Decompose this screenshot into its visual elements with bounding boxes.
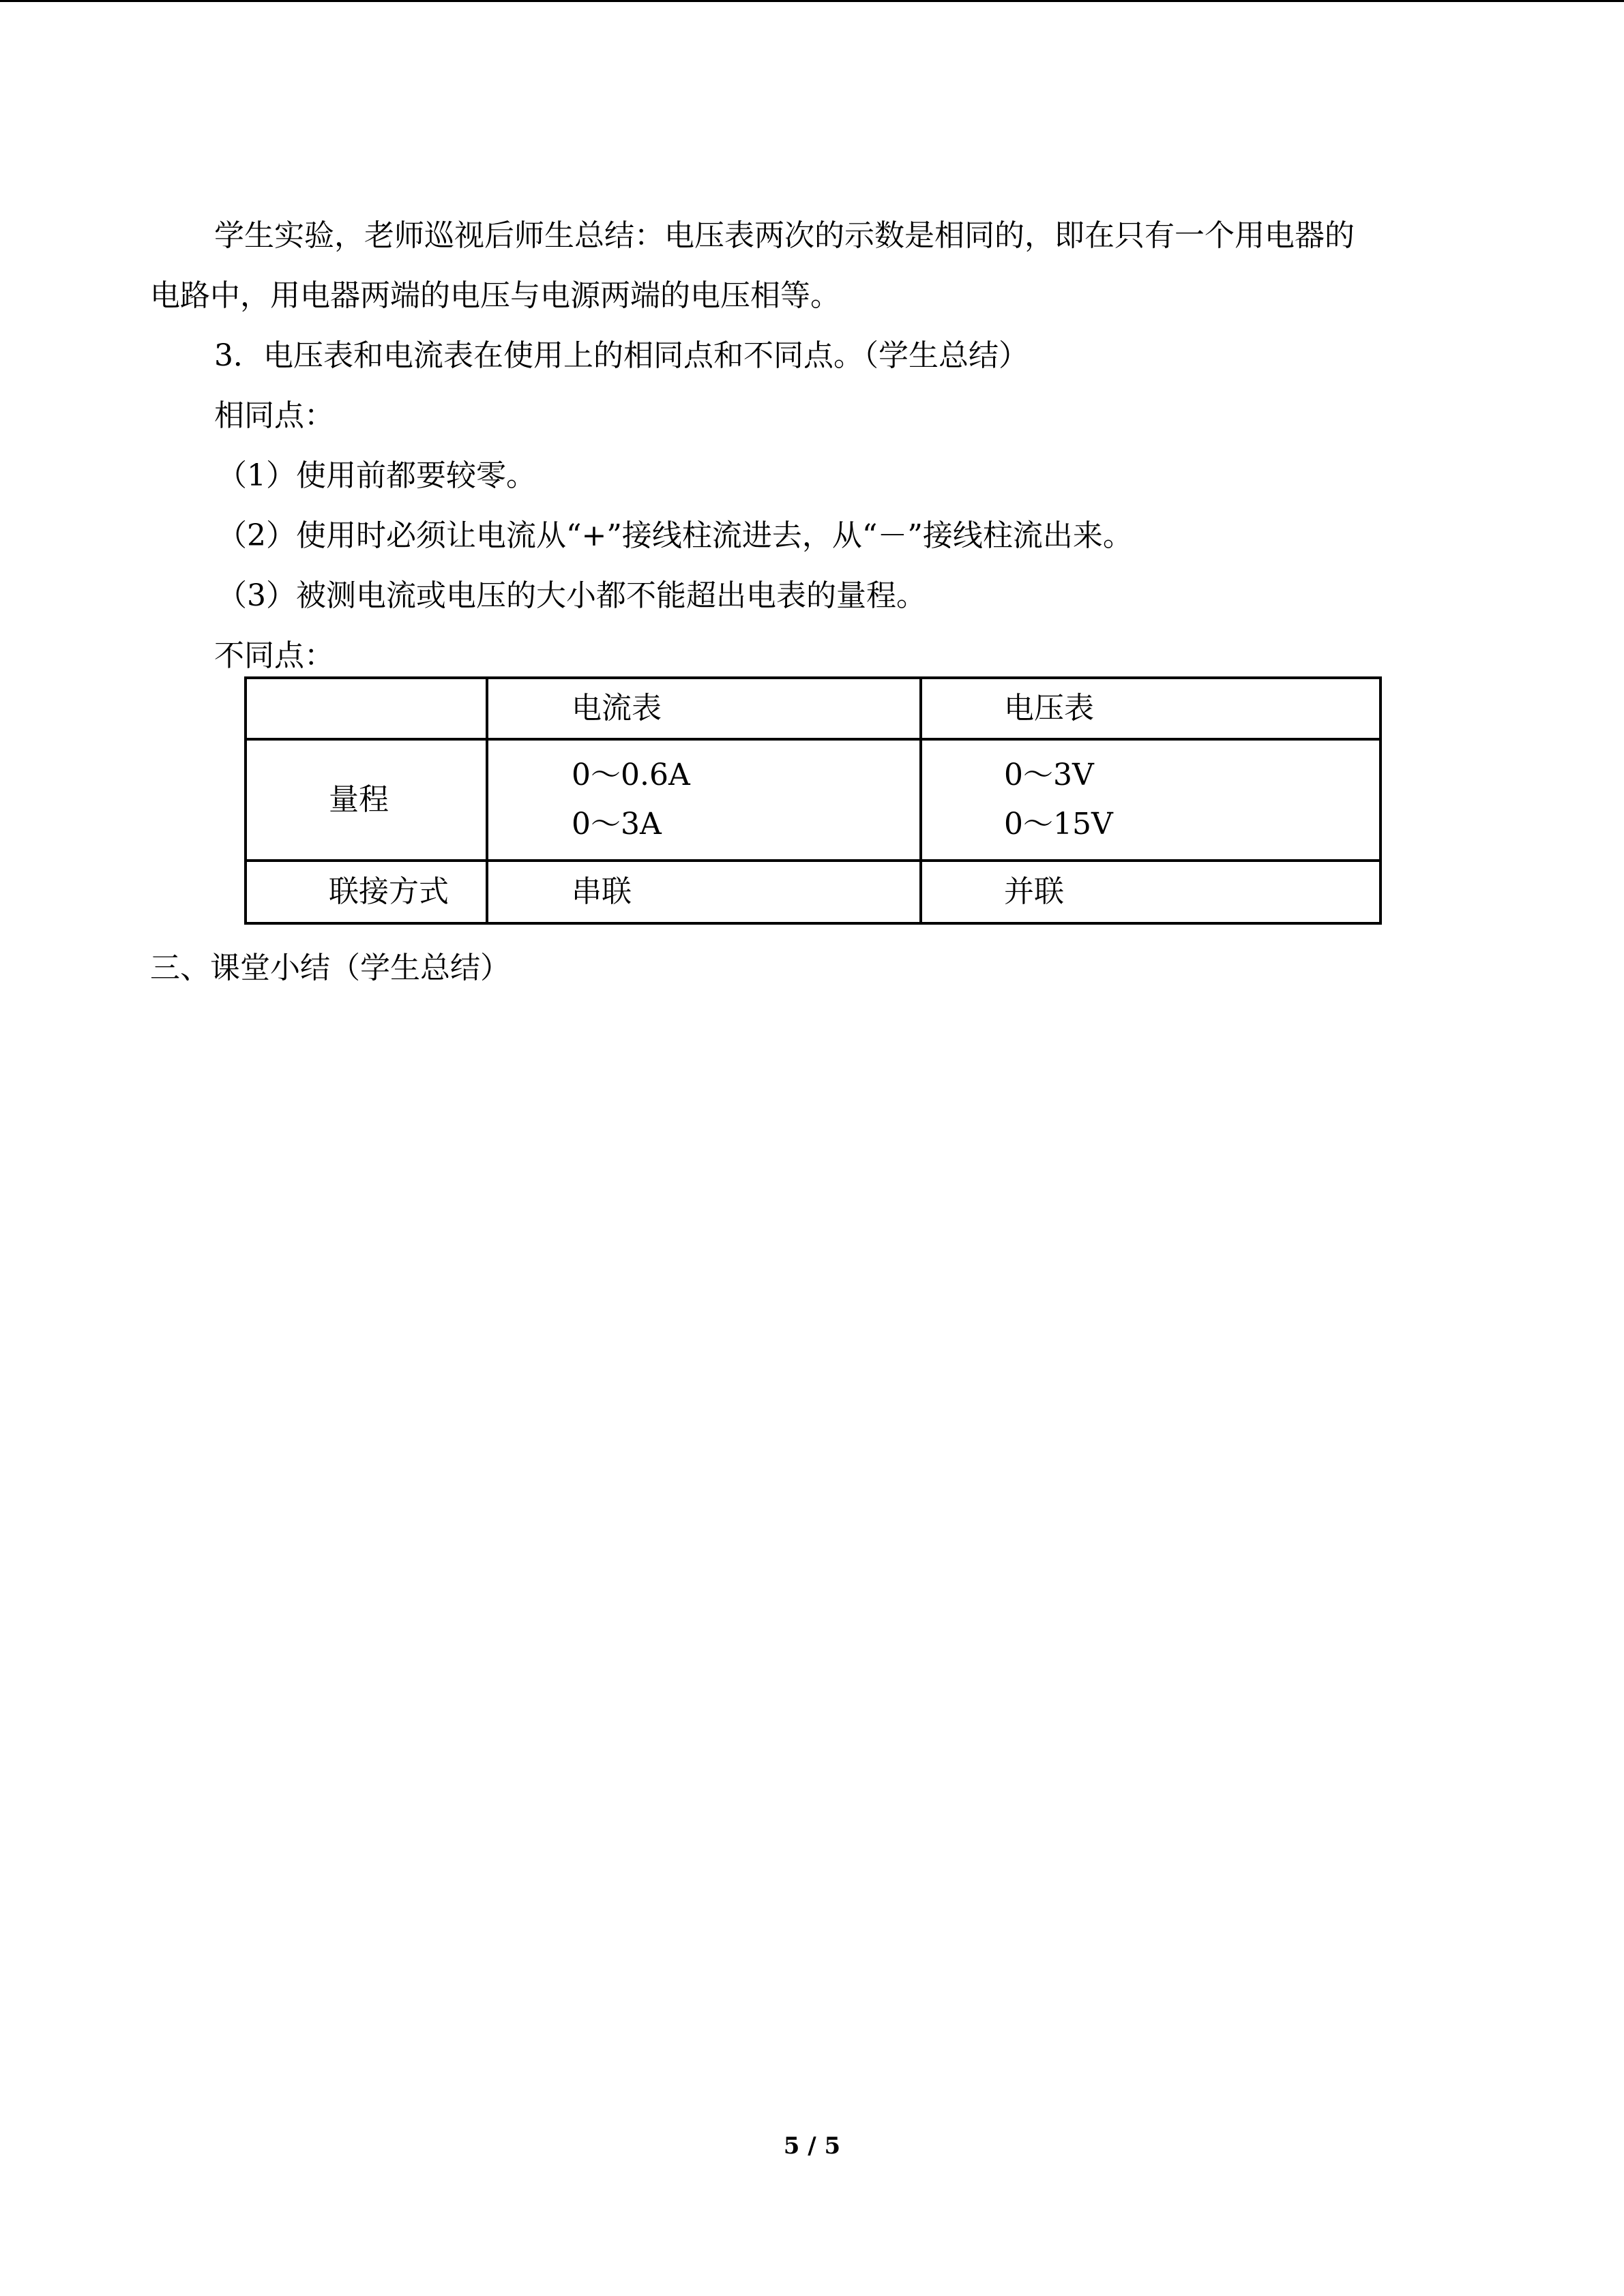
table-header-ammeter: 电流表: [487, 678, 921, 739]
range-label-cell: 量程: [246, 739, 487, 861]
similarity-item-2: （2）使用时必须让电流从“+”接线柱流进去，从“－”接线柱流出来。: [217, 518, 1133, 553]
ammeter-range-cell: [487, 739, 921, 861]
voltmeter-range-small: 0～3V: [1004, 758, 1094, 792]
similarities-heading: 相同点：: [214, 398, 334, 433]
paragraph-experiment-summary-line1: 学生实验，老师巡视后师生总结：电压表两次的示数是相同的，即在只有一个用电器的: [214, 218, 1355, 253]
paragraph-experiment-summary-line2: 电路中，用电器两端的电压与电源两端的电压相等。: [150, 278, 840, 313]
ammeter-range-small: 0～0.6A: [572, 758, 690, 792]
page-number: 5 / 5: [783, 2132, 841, 2160]
similarity-item-1: （1）使用前都要较零。: [217, 458, 536, 493]
differences-heading: 不同点：: [214, 638, 334, 673]
table-header-empty-cell: [246, 678, 487, 739]
ammeter-range-large: 0～3A: [572, 807, 662, 841]
similarity-item-3: （3）被测电流或电压的大小都不能超出电表的量程。: [217, 578, 926, 613]
meter-comparison-table: [244, 676, 1382, 925]
table-row-connection: [246, 861, 1381, 923]
voltmeter-range-cell: [921, 739, 1381, 861]
ammeter-connection-cell: 串联: [487, 861, 921, 923]
top-border-rule: [0, 0, 1624, 2]
voltmeter-connection-cell: 并联: [921, 861, 1381, 923]
paragraph-point-3: 3．电压表和电流表在使用上的相同点和不同点。（学生总结）: [214, 338, 1029, 373]
table-header-row: [246, 678, 1381, 739]
section-heading-class-summary: 三、课堂小结（学生总结）: [150, 951, 510, 985]
connection-label-cell: 联接方式: [246, 861, 487, 923]
table-header-voltmeter: 电压表: [921, 678, 1381, 739]
voltmeter-range-large: 0～15V: [1004, 807, 1113, 841]
table-row-range: [246, 739, 1381, 861]
